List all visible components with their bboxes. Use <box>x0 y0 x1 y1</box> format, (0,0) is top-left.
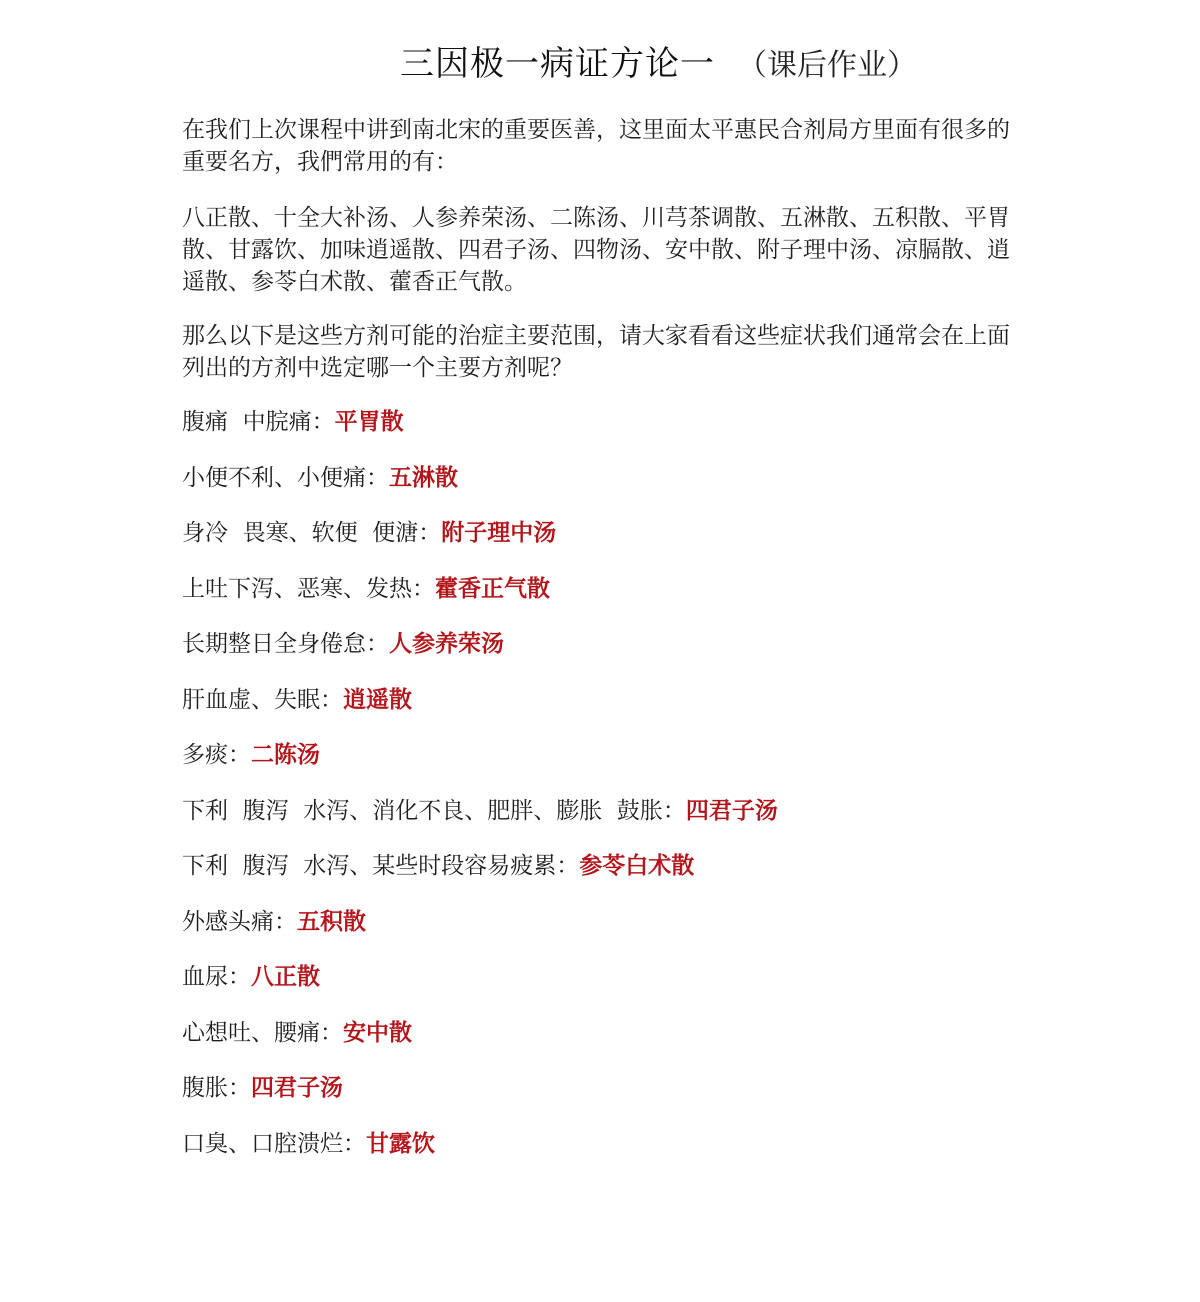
symptom-text: 多痰： <box>182 742 251 768</box>
qa-item <box>182 959 1082 1015</box>
qa-item <box>182 904 1082 960</box>
question-paragraph: 那么以下是这些方剂可能的治症主要范围，请大家看看这些症状我们通常会在上面列出的方剂中选定哪一个主要方剂呢？ <box>182 323 1010 381</box>
symptom-text: 心想吐、腰痛： <box>182 1019 343 1046</box>
page-title: 三因极一病证方论一 <box>400 44 715 84</box>
answer-text: 四君子汤 <box>251 1075 343 1101</box>
qa-item <box>182 571 1082 627</box>
qa-item <box>182 404 1082 460</box>
qa-item <box>182 1015 1082 1071</box>
qa-item <box>182 737 1082 793</box>
answer-text: 平胃散 <box>334 409 404 435</box>
symptom-text: 腹胀： <box>182 1075 251 1101</box>
symptom-text: 腹痛 中脘痛： <box>182 409 335 435</box>
symptom-text: 外感头痛： <box>182 908 297 935</box>
qa-item <box>182 515 1082 571</box>
qa-item <box>182 1126 1082 1182</box>
symptom-text: 肝血虚、失眠： <box>182 686 343 713</box>
answer-text: 四君子汤 <box>685 797 778 824</box>
page-subtitle: （课后作业） <box>737 48 917 83</box>
qa-item <box>182 682 1082 738</box>
answer-text: 逍遥散 <box>343 686 412 713</box>
symptom-text: 上吐下泻、恶寒、发热： <box>182 575 435 602</box>
formula-list-paragraph: 八正散、十全大补汤、人参养荣汤、二陈汤、川芎茶调散、五淋散、五积散、平胃散、甘露饮、加味逍遥散、四君子汤、四物汤、安中散、附子理中汤、凉膈散、逍遥散、参苓白术散、藿香正气散。 <box>182 205 1010 295</box>
symptom-text: 长期整日全身倦怠： <box>182 631 389 657</box>
answer-text: 五淋散 <box>389 464 458 491</box>
answer-text: 参苓白术散 <box>579 853 695 879</box>
qa-item <box>182 460 1082 516</box>
answer-text: 藿香正气散 <box>435 575 550 602</box>
symptom-text: 下利 腹泻 水泻、消化不良、肥胖、膨胀 鼓胀： <box>182 797 686 824</box>
answer-text: 二陈汤 <box>251 742 320 768</box>
qa-item <box>182 793 1082 849</box>
answer-text: 五积散 <box>297 908 366 935</box>
symptom-text: 身冷 畏寒、软便 便溏： <box>182 520 442 546</box>
answer-text: 甘露饮 <box>366 1130 435 1157</box>
qa-item <box>182 626 1082 682</box>
answer-text: 附子理中汤 <box>441 520 557 546</box>
qa-item <box>182 848 1082 904</box>
answer-text: 人参养荣汤 <box>389 631 504 657</box>
symptom-text: 小便不利、小便痛： <box>182 464 389 491</box>
answer-text: 八正散 <box>251 964 320 990</box>
symptom-text: 下利 腹泻 水泻、某些时段容易疲累： <box>182 853 580 879</box>
intro-paragraph: 在我们上次课程中讲到南北宋的重要医善，这里面太平惠民合剂局方里面有很多的重要名方，我們常用的有： <box>182 117 1010 175</box>
answer-text: 安中散 <box>343 1019 412 1046</box>
qa-item <box>182 1070 1082 1126</box>
symptom-text: 血尿： <box>182 964 251 990</box>
title-row <box>400 36 1160 88</box>
symptom-text: 口臭、口腔溃烂： <box>182 1130 366 1157</box>
symptom-answer-list <box>182 404 1082 1181</box>
